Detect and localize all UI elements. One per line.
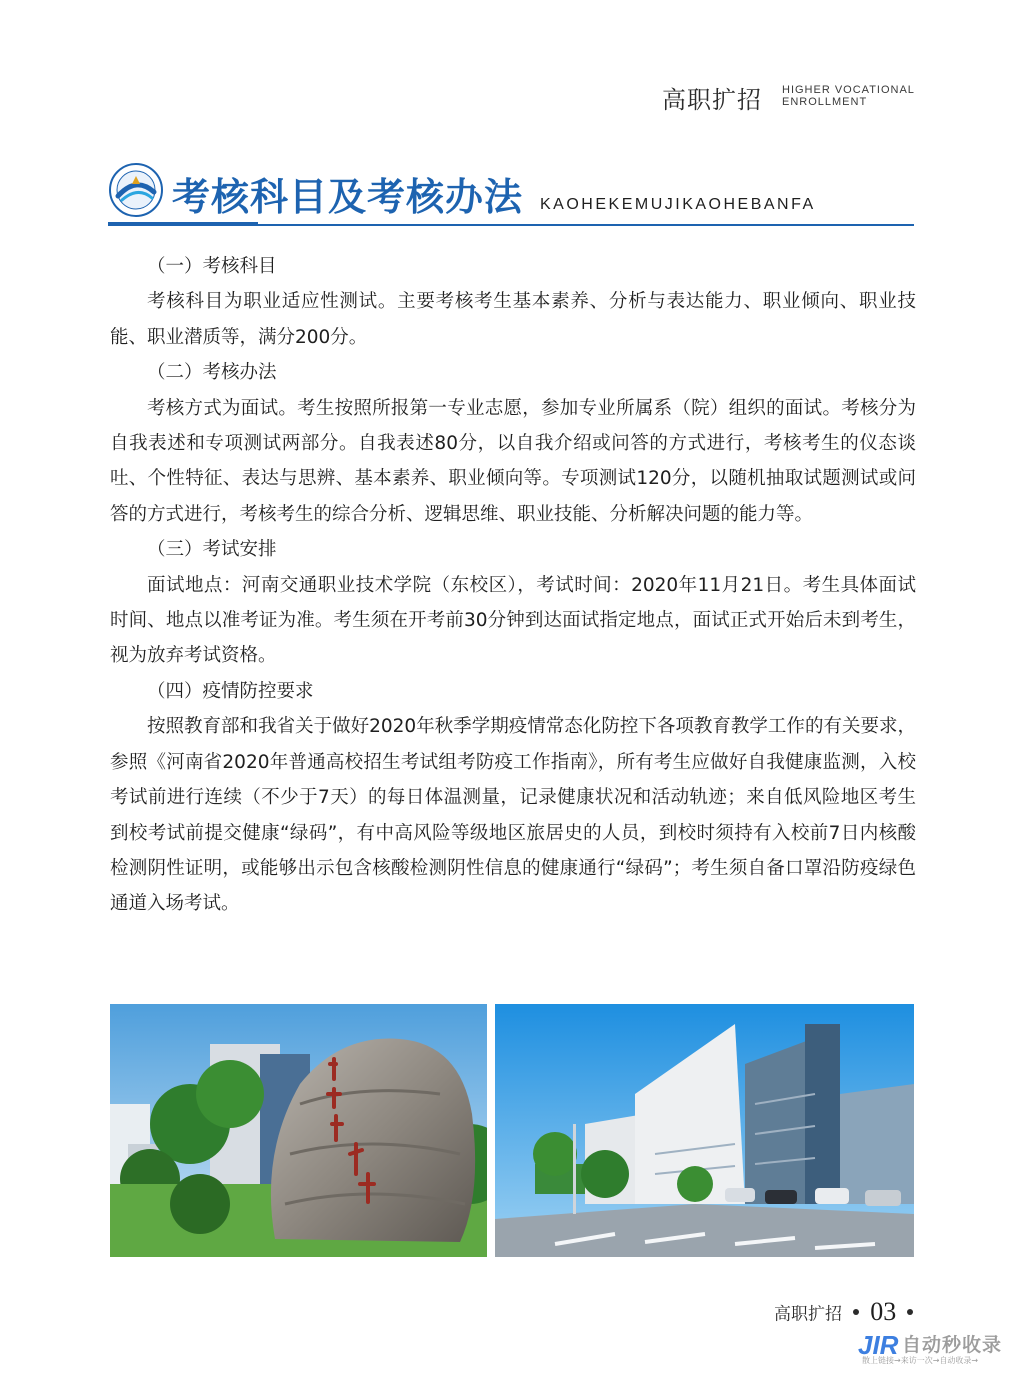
paragraph-epidemic: 按照教育部和我省关于做好2020年秋季学期疫情常态化防控下各项教育教学工作的有关要求，参照《河南省2020年普通高校招生考试组考防疫工作指南》，所有考生应做好自我健康监测，入校考试前进行连续（不少于7天）的每日体温测量，记录健康状况和活动轨迹；来自低风险地区考生到校考试前提交健康“绿码”，有中高风险等级地区旅居史的人员，到校时须持有入校前7日内核酸检测阴性证明，或能够出示包含核酸检测阴性信息的健康通行“绿码”；考生须自备口罩沿防疫绿色通道入场考试。 (110, 716, 916, 915)
footer-dot-left (853, 1309, 859, 1315)
header-subtitle-line1: HIGHER VOCATIONAL (782, 84, 915, 96)
footer-label: 高职扩招 (774, 1304, 842, 1325)
subheading-methods: （二）考核办法 (147, 362, 277, 384)
page-footer (774, 1297, 919, 1327)
article-body (110, 249, 916, 922)
section-heading (108, 158, 914, 230)
subheading-arrangement: （三）考试安排 (147, 539, 277, 561)
paragraph-subjects: 考核科目为职业适应性测试。主要考核考生基本素养、分析与表达能力、职业倾向、职业技能、职业潜质等，满分200分。 (110, 291, 916, 348)
header-subtitle (782, 84, 915, 108)
campus-building-photo (495, 1004, 914, 1257)
heading-underline-accent (108, 222, 258, 226)
header-title: 高职扩招 (662, 86, 762, 114)
school-logo-icon (108, 162, 164, 218)
section-title-pinyin: KAOHEKEMUJIKAOHEBANFA (540, 196, 816, 213)
header-subtitle-line2: ENROLLMENT (782, 96, 868, 108)
paragraph-arrangement: 面试地点：河南交通职业技术学院（东校区），考试时间：2020年11月21日。考生具体面试时间、地点以准考证为准。考生须在开考前30分钟到达面试指定地点，面试正式开始后未到考生，视为放弃考试资格。 (110, 574, 916, 667)
section-title: 考核科目及考核办法 (172, 175, 524, 219)
campus-rock-photo (110, 1004, 487, 1257)
watermark (858, 1328, 1018, 1368)
subheading-subjects: （一）考核科目 (147, 256, 277, 277)
page-number: 03 (870, 1297, 897, 1326)
watermark-text: 自动秒收录 (902, 1334, 1003, 1356)
subheading-epidemic: （四）疫情防控要求 (147, 680, 314, 702)
footer-dot-right (907, 1309, 913, 1315)
paragraph-methods: 考核方式为面试。考生按照所报第一专业志愿，参加专业所属系（院）组织的面试。考核分为自我表述和专项测试两部分。自我表述80分，以自我介绍或问答的方式进行，考核考生的仪态谈吐、个性特征、表达与思辨、基本素养、职业倾向等。专项测试120分，以随机抽取试题测试或问答的方式进行，考核考生的综合分析、逻辑思维、职业技能、分析解决问题的能力等。 (110, 397, 916, 525)
watermark-subtext: 散上链接→来访一次→自动收录→ (862, 1356, 979, 1365)
watermark-logo-icon: JIR (858, 1330, 899, 1360)
